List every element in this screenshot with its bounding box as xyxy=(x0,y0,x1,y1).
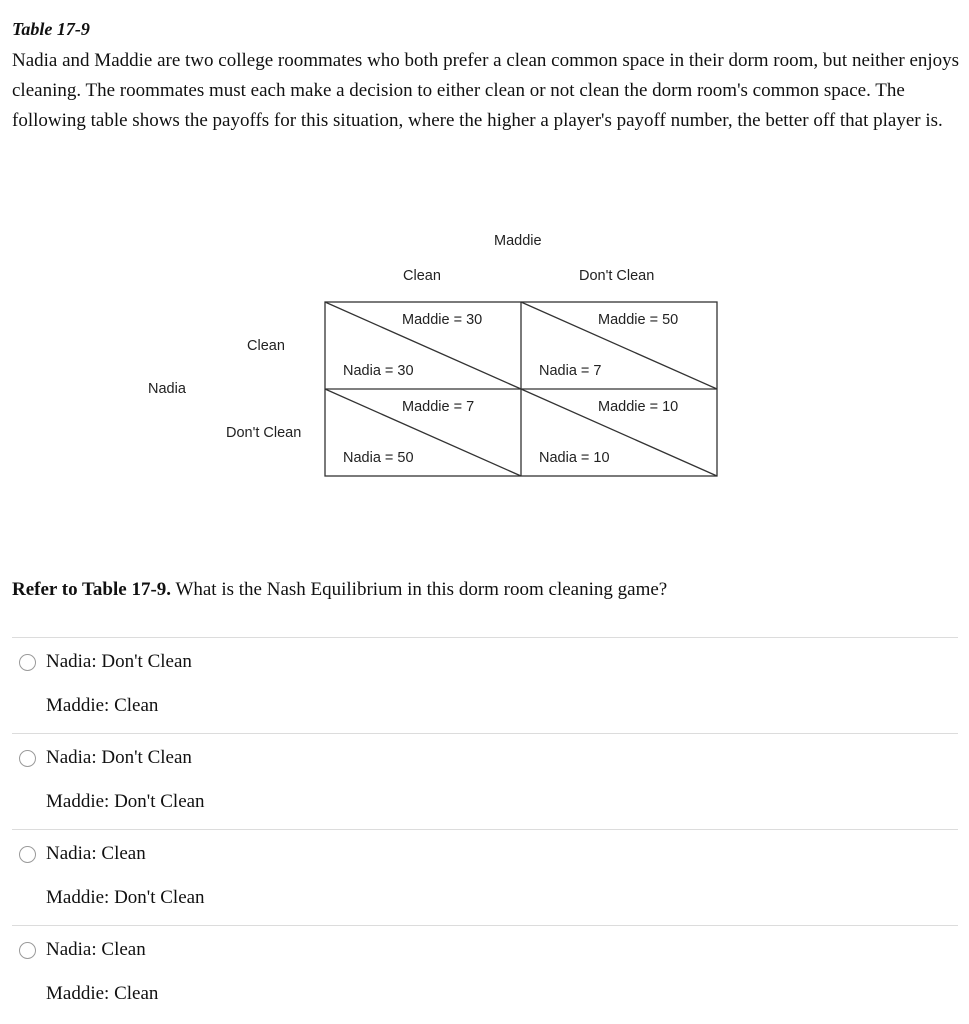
answer-option-3[interactable] xyxy=(12,829,958,925)
option-nadia-choice: Nadia: Don't Clean xyxy=(46,651,192,672)
option-nadia-choice: Nadia: Clean xyxy=(46,843,146,864)
column-player-label: Maddie xyxy=(494,233,542,249)
payoff-nadia-clean-clean: Nadia = 30 xyxy=(343,363,414,379)
table-title: Table 17-9 xyxy=(12,19,90,39)
payoff-nadia-dontclean-clean: Nadia = 50 xyxy=(343,450,414,466)
payoff-maddie-dontclean-clean: Maddie = 7 xyxy=(402,399,475,415)
question-prompt: What is the Nash Equilibrium in this dorm room cleaning game? xyxy=(171,579,668,600)
question-text xyxy=(12,576,667,604)
radio-button-icon[interactable] xyxy=(19,654,36,671)
payoff-maddie-dontclean-dontclean: Maddie = 10 xyxy=(598,399,679,415)
option-nadia-choice: Nadia: Don't Clean xyxy=(46,747,192,768)
column-strategy-dont-clean: Don't Clean xyxy=(579,268,655,284)
column-strategy-clean: Clean xyxy=(403,268,441,284)
option-nadia-choice: Nadia: Clean xyxy=(46,939,146,960)
option-maddie-choice: Maddie: Clean xyxy=(46,983,159,1004)
payoff-nadia-clean-dontclean: Nadia = 7 xyxy=(539,363,602,379)
answer-option-4[interactable] xyxy=(12,925,958,1021)
answer-options xyxy=(12,637,958,1021)
answer-option-2[interactable] xyxy=(12,733,958,829)
option-maddie-choice: Maddie: Clean xyxy=(46,695,159,716)
question-reference: Refer to Table 17-9. xyxy=(12,579,172,600)
row-strategy-dont-clean: Don't Clean xyxy=(226,425,302,441)
radio-button-icon[interactable] xyxy=(19,750,36,767)
option-maddie-choice: Maddie: Don't Clean xyxy=(46,791,205,812)
row-strategy-clean: Clean xyxy=(247,338,285,354)
radio-button-icon[interactable] xyxy=(19,942,36,959)
payoff-nadia-dontclean-dontclean: Nadia = 10 xyxy=(539,450,610,466)
table-description: Nadia and Maddie are two college roommates who both prefer a clean common space in their dorm room, but neither enjoys cleaning. The roommates must each make a decision to either clean or not clean the dorm room's common space. The following table shows the payoffs for this situation, where the higher a player's payoff number, the better off that player is. xyxy=(12,50,960,131)
row-player-label: Nadia xyxy=(148,381,186,397)
payoff-maddie-clean-dontclean: Maddie = 50 xyxy=(598,312,679,328)
option-maddie-choice: Maddie: Don't Clean xyxy=(46,887,205,908)
radio-button-icon[interactable] xyxy=(19,846,36,863)
answer-option-1[interactable] xyxy=(12,637,958,733)
payoff-maddie-clean-clean: Maddie = 30 xyxy=(402,312,483,328)
